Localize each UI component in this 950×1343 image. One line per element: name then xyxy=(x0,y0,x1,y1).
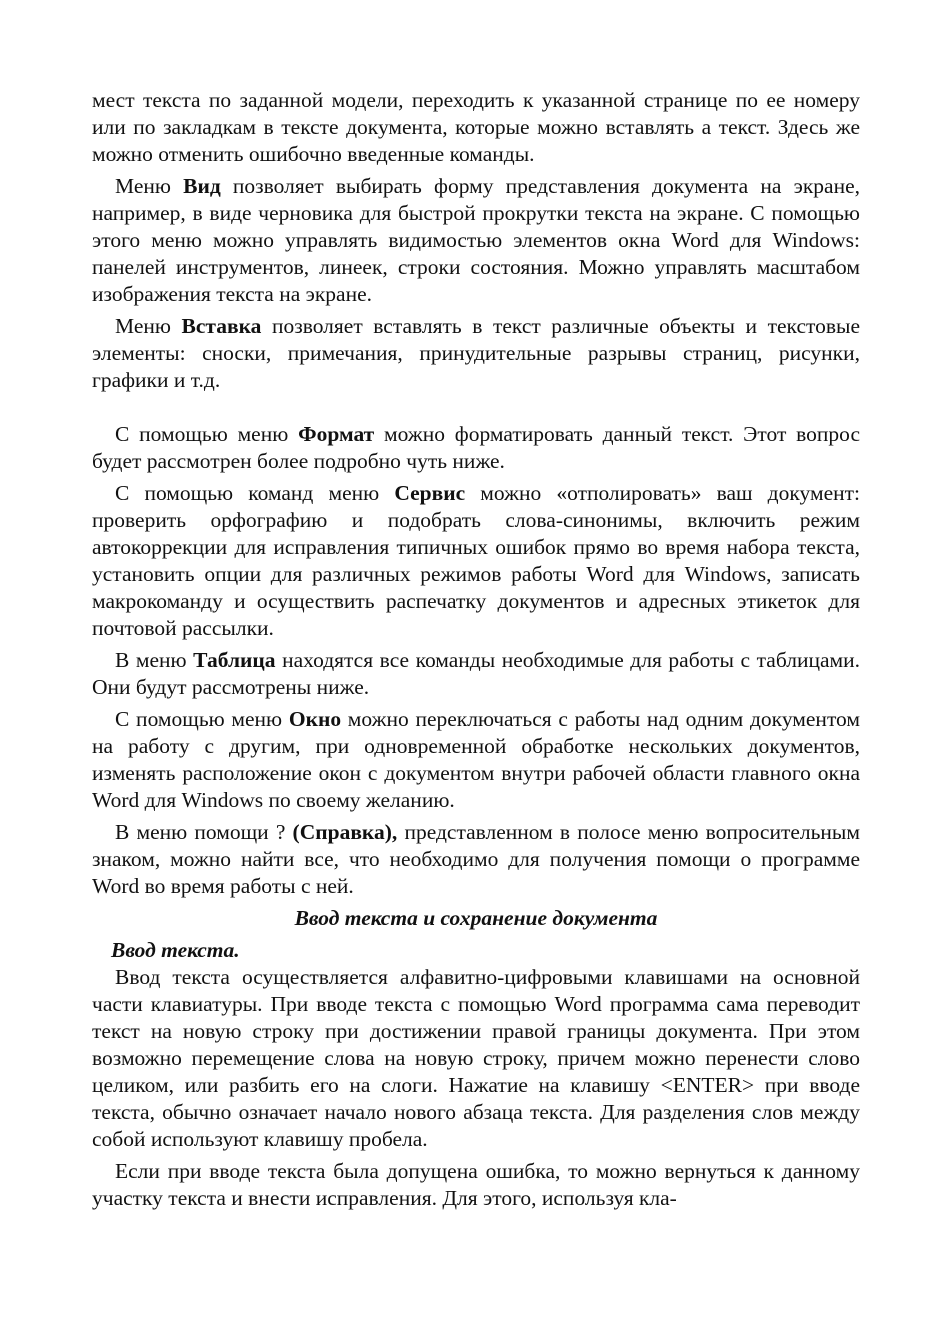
document-page xyxy=(92,87,860,1212)
paragraph-error-correction: Если при вводе текста была допущена ошибка, то можно вернуться к данному участку текста и внести исправления. Для этого, используя кла- xyxy=(92,1159,860,1210)
menu-name-bold: Формат xyxy=(298,422,375,446)
text-post: можно переключаться с работы над одним документом на работу с другим, при одновременной обработке нескольких документов, изменять расположение окон с документом внутри рабочей области главного окна Word для Windows по своему желанию. xyxy=(92,707,861,812)
paragraph-menu-insert xyxy=(92,313,860,394)
text-post: можно «отполировать» ваш документ: проверить орфографию и подобрать слова-синонимы, включить режим автокоррекции для исправления типичных ошибок прямо во время набора текста, установить опции для различных режимов работы Word для Windows, записать макрокоманду и осуществить распечатку документов и адресных этикеток для почтовой рассылки. xyxy=(92,481,861,640)
text-post: можно форматировать данный текст. Этот вопрос будет рассмотрен более подробно чуть ниже. xyxy=(92,422,860,473)
paragraph-menu-view xyxy=(92,173,860,308)
menu-name-bold: Таблица xyxy=(193,648,276,672)
text-post: находятся все команды необходимые для работы с таблицами. Они будут рассмотрены ниже. xyxy=(92,648,860,699)
text-post: представленном в полосе меню вопросительным знаком, можно найти все, что необходимо для получения помощи о программе Word во время работы с ней. xyxy=(92,820,860,898)
text-pre: Меню xyxy=(115,174,184,198)
text-pre: В меню xyxy=(115,648,194,672)
menu-name-bold: Вид xyxy=(183,174,221,198)
menu-name-bold: (Справка), xyxy=(292,820,398,844)
paragraph-text-input: Ввод текста осуществляется алфавитно-цифровыми клавишами на основной части клавиатуры. При вводе текста с помощью Word программа сама переводит текст на новую строку при достижении правой границы документа. При этом возможно перемещение слова на новую строку, причем можно перенести слово целиком, или разбить его на слоги. Нажатие на клавишу <ENTER> при вводе текста, обычно означает начало нового абзаца текста. Для разделения слов между собой используют клавишу пробела. xyxy=(92,965,860,1151)
text-pre: Меню xyxy=(115,314,182,338)
paragraph-menu-table xyxy=(92,647,860,701)
section-heading: Ввод текста и сохранение документа xyxy=(294,906,658,930)
menu-name-bold: Сервис xyxy=(394,481,466,505)
text-post: позволяет выбирать форму представления документа на экране, например, в виде черновика для быстрой прокрутки текста на экране. С помощью этого меню можно управлять видимостью элементов окна Word для Windows: панелей инструментов, линеек, строки состояния. Можно управлять масштабом изображения текста на экране. xyxy=(92,174,860,306)
text-pre: С помощью меню xyxy=(115,422,299,446)
subsection-heading: Ввод текста. xyxy=(111,938,240,962)
text-pre: С помощью меню xyxy=(115,707,289,731)
menu-name-bold: Окно xyxy=(288,707,342,731)
paragraph-menu-help xyxy=(92,819,860,900)
text-pre: В меню помощи ? xyxy=(115,820,293,844)
text-pre: С помощью команд меню xyxy=(115,481,395,505)
menu-name-bold: Вставка xyxy=(181,314,262,338)
paragraph-menu-window xyxy=(92,706,860,814)
paragraph-continuation: мест текста по заданной модели, переходить к указанной странице по ее номеру или по закладкам в тексте документа, которые можно вставлять а текст. Здесь же можно отменить ошибочно введенные команды. xyxy=(92,88,860,166)
paragraph-menu-service xyxy=(92,480,860,642)
text-post: позволяет вставлять в текст различные объекты и текстовые элементы: сноски, примечания, принудительные разрывы страниц, рисунки, графики и т.д. xyxy=(92,314,860,392)
paragraph-menu-format xyxy=(92,421,860,475)
